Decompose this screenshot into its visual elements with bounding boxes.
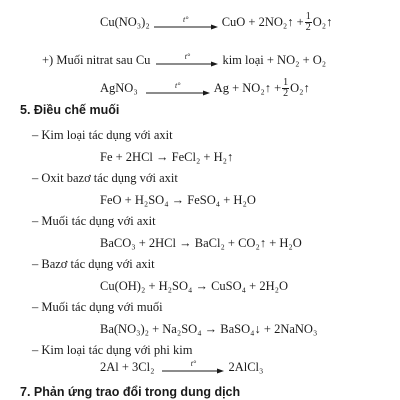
list-item: – Kim loại tác dụng với phi kim xyxy=(32,343,193,357)
heat-label: t° xyxy=(182,14,189,24)
heat-label: t° xyxy=(174,80,181,90)
fraction-half xyxy=(282,78,289,99)
fraction-denominator: 2 xyxy=(283,88,289,99)
list-item: – Muối tác dụng với axit xyxy=(32,214,156,228)
arrow-icon xyxy=(156,61,218,67)
section-7-title: 7. Phản ứng trao đổi trong dung dịch xyxy=(20,385,241,399)
equation-right: Ag + NO₂↑ + xyxy=(213,81,282,96)
equation-left: 2Al + 3Cl₂ xyxy=(100,359,155,374)
heat-arrow xyxy=(156,53,218,67)
arrow-icon xyxy=(154,24,218,30)
heat-label: t° xyxy=(184,52,191,61)
list-item: – Muối tác dụng với muối xyxy=(32,300,163,314)
section-5-title: 5. Điều chế muối xyxy=(20,103,120,117)
list-item: – Bazơ tác dụng với axit xyxy=(32,257,155,271)
heat-label: t° xyxy=(190,359,197,368)
equation-cuno3 xyxy=(100,12,332,33)
fraction-half xyxy=(305,12,312,33)
equation-right: CuO + 2NO₂↑ + xyxy=(221,15,304,30)
equation: Fe + 2HCl → FeCl₂ + H₂↑ xyxy=(100,150,234,164)
fraction-denominator: 2 xyxy=(305,22,311,33)
fraction-numerator: 1 xyxy=(283,77,289,88)
equation-right: 2AlCl₃ xyxy=(228,359,264,374)
equation-right-end: O₂↑ xyxy=(312,15,333,30)
equation: Ba(NO₃)₂ + Na₂SO₄ → BaSO₄↓ + 2NaNO₃ xyxy=(100,322,318,336)
note-after-cu xyxy=(42,53,326,67)
note-result: kim loại + NO₂ + O₂ xyxy=(222,52,327,67)
equation-left: Cu(NO₃)₂ xyxy=(100,15,150,30)
equation-al-cl xyxy=(100,360,263,374)
list-item: – Oxit bazơ tác dụng với axit xyxy=(32,171,178,185)
heat-arrow xyxy=(162,360,224,374)
equation-left: AgNO₃ xyxy=(100,81,138,96)
equation: FeO + H₂SO₄ → FeSO₄ + H₂O xyxy=(100,193,256,207)
fraction-numerator: 1 xyxy=(305,11,311,22)
equation: BaCO₃ + 2HCl → BaCl₂ + CO₂↑ + H₂O xyxy=(100,236,302,250)
equation-agno3 xyxy=(100,78,310,99)
heat-arrow xyxy=(154,16,218,30)
arrow-icon xyxy=(146,90,210,96)
equation: Cu(OH)₂ + H₂SO₄ → CuSO₄ + 2H₂O xyxy=(100,279,288,293)
equation-right-end: O₂↑ xyxy=(290,81,310,96)
arrow-icon xyxy=(162,368,224,374)
heat-arrow xyxy=(146,82,210,96)
list-item: – Kim loại tác dụng với axit xyxy=(32,128,173,142)
note-text: +) Muối nitrat sau Cu xyxy=(42,52,151,67)
